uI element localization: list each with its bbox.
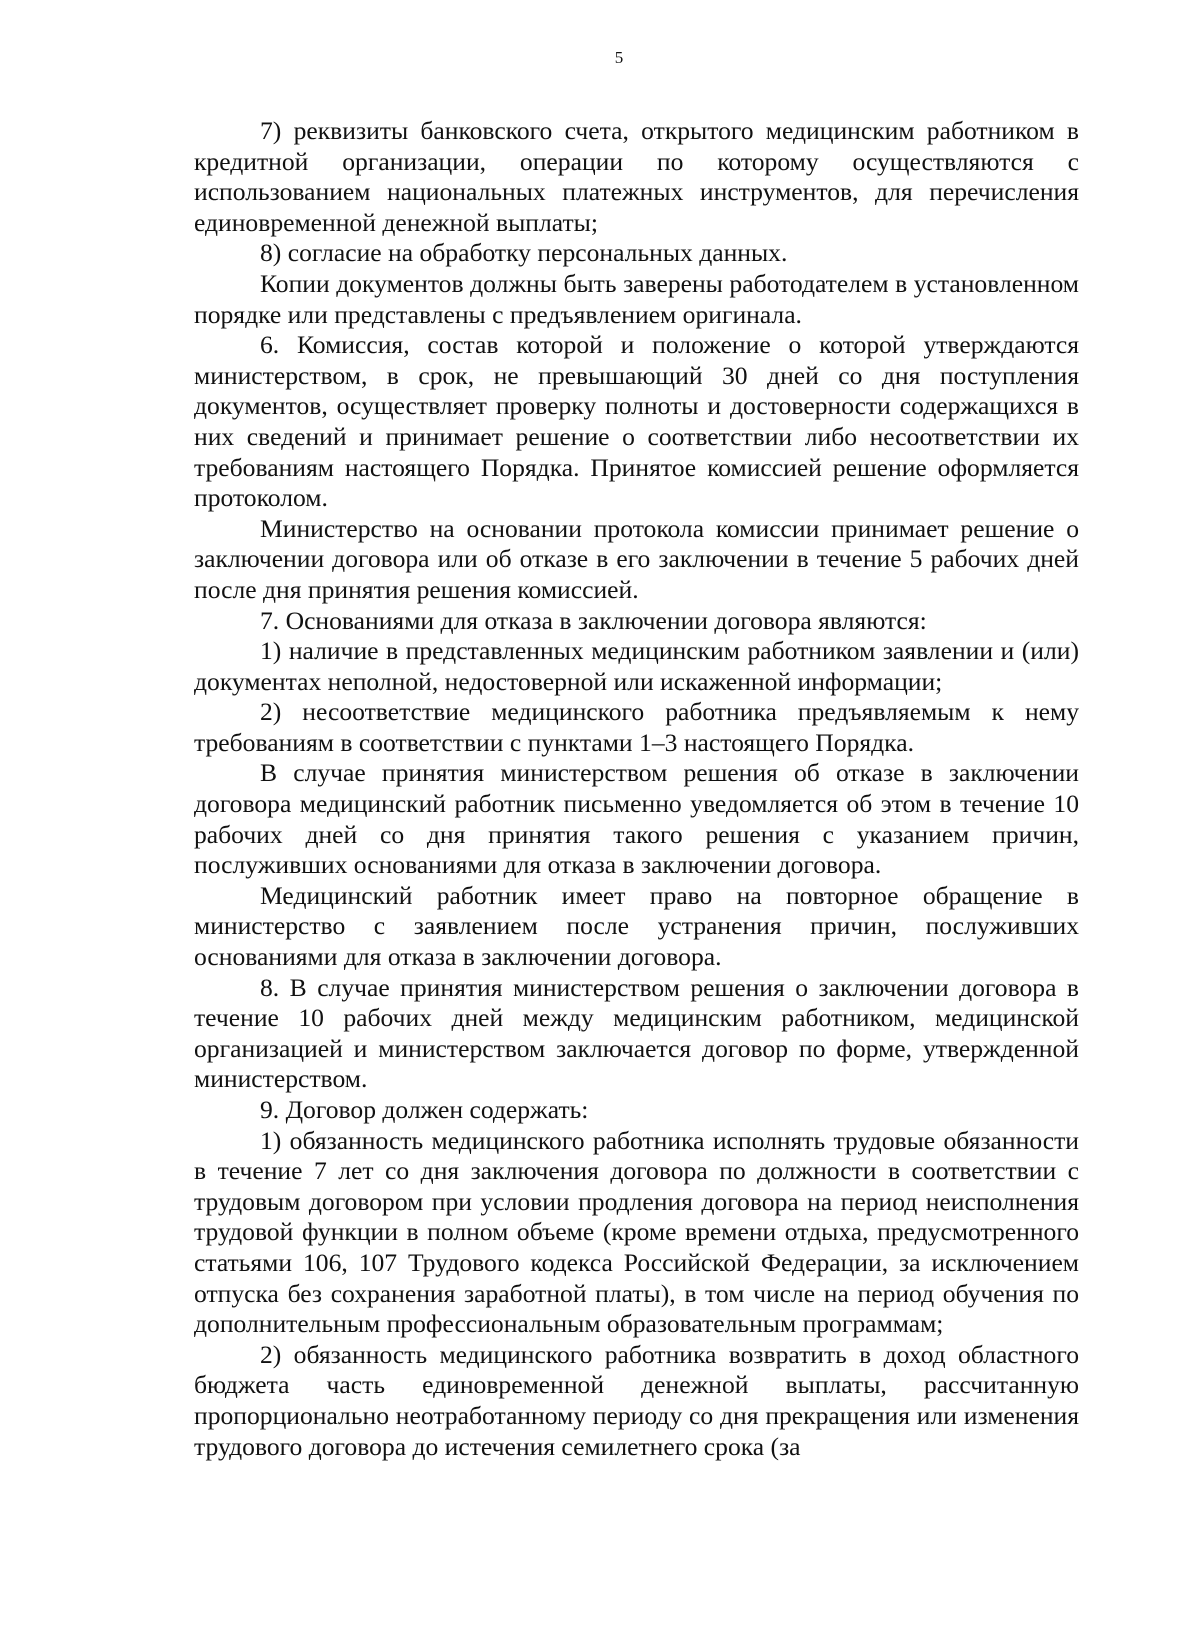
paragraph: 7) реквизиты банковского счета, открытого медицинским работником в кредитной организации, операции по которому осуществляются с использованием национальных платежных инструментов, для перечисления единовременной денежной выплаты; xyxy=(194,116,1079,237)
paragraph: 8) согласие на обработку персональных данных. xyxy=(260,238,788,268)
paragraph: В случае принятия министерством решения об отказе в заключении договора медицинский работник письменно уведомляется об этом в течение 10 рабочих дней со дня принятия такого решения с указанием причин, послуживших основаниями для отказа в заключении договора. xyxy=(194,758,1079,880)
paragraph: 2) несоответствие медицинского работника предъявляемым к нему требованиям в соответствии с пунктами 1–3 настоящего Порядка. xyxy=(194,697,1079,757)
document-body xyxy=(194,116,1079,1462)
page-number: 5 xyxy=(614,48,624,67)
paragraph: Медицинский работник имеет право на повторное обращение в министерство с заявлением после устранения причин, послуживших основаниями для отказа в заключении договора. xyxy=(194,880,1079,972)
paragraph: 1) обязанность медицинского работника исполнять трудовые обязанности в течение 7 лет со дня заключения договора по должности в соответствии с трудовым договором при условии продления договора на период неисполнения трудовой функции в полном объеме (кроме времени отдыха, предусмотренного статьями 106, 107 Трудового кодекса Российской Федерации, за исключением отпуска без сохранения заработной платы), в том числе на период обучения по дополнительным профессиональным образовательным программам; xyxy=(194,1125,1079,1339)
paragraph: 8. В случае принятия министерством решения о заключении договора в течение 10 рабочих дней между медицинским работником, медицинской организацией и министерством заключается договор по форме, утвержденной министерством. xyxy=(194,972,1079,1094)
paragraph: 9. Договор должен содержать: xyxy=(260,1095,589,1124)
paragraph: 6. Комиссия, состав которой и положение о которой утверждаются министерством, в срок, не превышающий 30 дней со дня поступления документов, осуществляет проверку полноты и достоверности содержащихся в них сведений и принимает решение о соответствии либо несоответствии их требованиям настоящего Порядка. Принятое комиссией решение оформляется протоколом. xyxy=(194,330,1079,513)
paragraph: 1) наличие в представленных медицинским работником заявлении и (или) документах неполной, недостоверной или искаженной информации; xyxy=(194,636,1079,696)
paragraph: 7. Основаниями для отказа в заключении договора являются: xyxy=(260,605,927,635)
paragraph: Министерство на основании протокола комиссии принимает решение о заключении договора или об отказе в его заключении в течение 5 рабочих дней после дня принятия решения комиссией. xyxy=(194,513,1079,604)
paragraph: Копии документов должны быть заверены работодателем в установленном порядке или представлены с предъявлением оригинала. xyxy=(194,268,1079,329)
paragraph: 2) обязанность медицинского работника возвратить в доход областного бюджета часть единовременной денежной выплаты, рассчитанную пропорционально неотработанному периоду со дня прекращения или изменения трудового договора до истечения семилетнего срока (за xyxy=(194,1339,1079,1461)
